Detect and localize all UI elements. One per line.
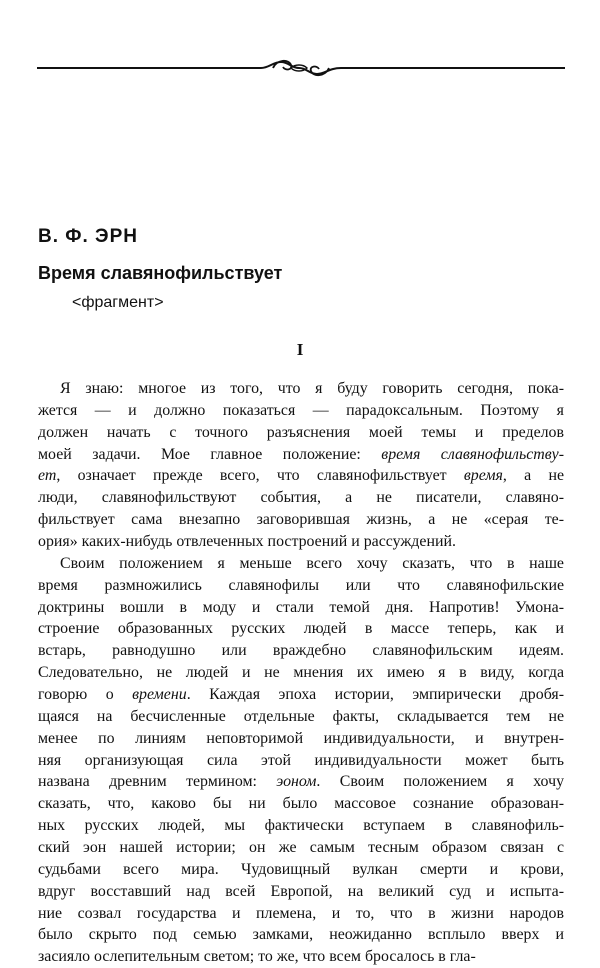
text-run: было скрыто под семью замками, неожиданно всплыло вверх и [38, 926, 564, 944]
text-run: . Каждая эпоха истории, эмпирически дробя- [186, 686, 564, 704]
emphasis-text: ет [38, 467, 57, 485]
text-run: засияло ослепительным светом; то же, что всем бросалось в гла- [38, 948, 476, 966]
text-run: время размножились славянофилы или что славянофильские [38, 576, 564, 594]
text-line [38, 684, 564, 706]
text-run: няя организующая сила этой индивидуальности может быть [38, 751, 564, 769]
text-line [38, 400, 564, 422]
text-line [38, 422, 564, 444]
text-run: сказать, что, каково бы ни было массовое сознание образован- [38, 795, 564, 813]
text-run: Я знаю: многое из того, что я буду говорить сегодня, пока- [60, 380, 564, 397]
text-run: Следовательно, не людей и не мнения их имею я в виду, когда [38, 664, 564, 682]
text-run: доктрины вошли в моду и стали темой дня. Напротив! Умона- [38, 598, 564, 616]
text-line [38, 487, 564, 509]
author-name: В. Ф. ЭРН [38, 226, 138, 247]
text-line [38, 706, 564, 728]
text-line [38, 837, 564, 859]
text-run: ский эон нашей истории; он же самым тесным образом связан с [38, 839, 564, 857]
emphasis-text: время [463, 467, 503, 485]
body-text [38, 378, 564, 968]
text-line [38, 575, 564, 597]
text-line [38, 903, 564, 925]
text-run: Своим положением я меньше всего хочу сказать, что в наше [60, 554, 564, 572]
text-line [38, 815, 564, 837]
text-run: менее по линиям неповторимой индивидуальности, и внутрен- [38, 729, 564, 747]
text-run: моей задачи. Мое главное положение: [38, 445, 382, 463]
text-line [38, 750, 564, 772]
text-line [38, 924, 564, 946]
text-run: люди, славянофильствуют события, а не писатели, славяно- [38, 489, 564, 507]
text-line [38, 793, 564, 815]
text-line [38, 728, 564, 750]
text-line [38, 444, 564, 466]
paragraph [38, 553, 564, 968]
text-run: говорю о [38, 686, 133, 704]
text-run: жется — и должно показаться — парадоксальным. Поэтому я [38, 401, 564, 419]
emphasis-text: время славянофильству- [381, 445, 564, 463]
emphasis-text: эоном [276, 773, 317, 791]
text-line [38, 640, 564, 662]
text-run: , а не [502, 467, 564, 485]
text-run: ние созвал государства и племена, и то, что в жизни народов [38, 904, 564, 922]
text-run: фильствует сама внезапно заговорившая жизнь, а не «серая те- [38, 511, 564, 529]
text-run: должен начать с точного разъяснения моей темы и пределов [38, 423, 564, 441]
section-numeral: I [296, 340, 304, 359]
text-line [38, 946, 564, 968]
essay-subtitle: <фрагмент> [72, 294, 164, 311]
text-line [38, 859, 564, 881]
text-run: , означает прежде всего, что славянофильствует [56, 467, 464, 485]
text-run: встарь, равнодушно или враждебно славянофильским идеям. [38, 642, 564, 660]
essay-title: Время славянофильствует [38, 263, 283, 283]
text-run: ория» каких-нибудь отвлеченных построений и рассуждений. [38, 533, 456, 551]
text-line [38, 662, 564, 684]
text-line [38, 597, 564, 619]
text-line [38, 553, 564, 575]
paragraph [38, 378, 564, 553]
text-run: судьбами всего мира. Чудовищный вулкан смерти и крови, [38, 860, 564, 878]
text-run: названа древним термином: [38, 773, 277, 791]
text-run: щаяся на бесчисленные отдельные факты, складывается тем не [38, 707, 564, 725]
text-run: строение образованных русских людей в массе теперь, как и [38, 620, 564, 638]
text-run: . Своим положением я хочу [316, 773, 565, 791]
text-line [38, 618, 564, 640]
text-run: ных русских людей, мы фактически вступаем в славянофиль- [38, 817, 564, 835]
text-run: вдруг восставший над всей Европой, на великий суд и испыта- [38, 882, 564, 900]
header-ornament [37, 56, 565, 80]
text-line [38, 881, 564, 903]
text-line [38, 465, 564, 487]
text-line [38, 531, 564, 553]
text-line [38, 509, 564, 531]
text-line [38, 378, 564, 400]
text-line [38, 771, 564, 793]
emphasis-text: времени [132, 686, 187, 704]
